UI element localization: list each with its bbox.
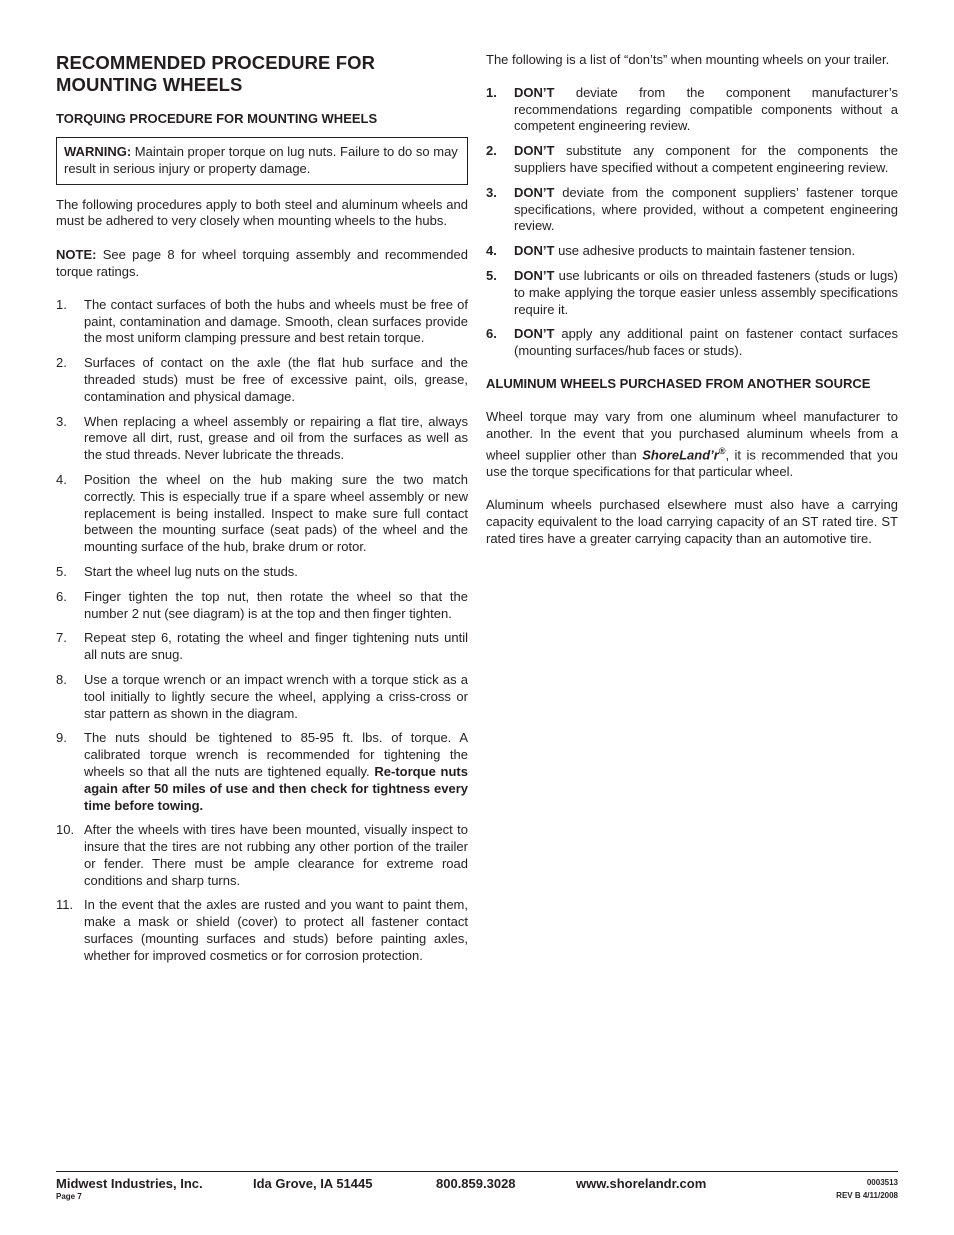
dont-number: 2. [486,143,497,159]
warning-box [56,137,468,185]
dont-label: DON’T [514,326,555,342]
step-number: 2. [56,355,67,371]
warning-text: Maintain proper torque on lug nuts. Failure to do so may result in serious injury or property damage. [64,144,458,176]
dont-number: 3. [486,184,497,200]
step-bold-text: Re-torque nuts again after 50 miles of use and then check for tightness every time before towing. [84,763,468,813]
procedure-steps [56,297,468,965]
dont-label: DON’T [514,267,555,283]
note-paragraph [56,247,468,281]
procedure-step [56,414,468,464]
procedure-step [56,672,468,722]
footer-city: Ida Grove, IA 51445 [253,1176,373,1191]
footer-phone: 800.859.3028 [436,1176,516,1191]
footer-page-number: Page 7 [56,1192,82,1201]
step-text: Finger tighten the top nut, then rotate the wheel so that the number 2 nut (see diagram) is at the top and then finger tighten. [84,588,468,621]
dont-item [486,243,898,260]
step-text: When replacing a wheel assembly or repairing a flat tire, always remove all dirt, rust, grease and oil from the surfaces as well as the stud threads. Never lubricate the threads. [84,413,468,463]
footer-divider [56,1171,898,1172]
dont-label: DON’T [514,143,555,159]
step-number: 8. [56,671,67,687]
dont-text: apply any additional paint on fastener contact surfaces (mounting surfaces/hub faces or studs). [514,326,898,359]
step-number: 6. [56,588,67,604]
step-number: 11. [56,897,74,913]
footer-website: www.shorelandr.com [576,1176,707,1191]
step-text: The nuts should be tightened to 85-95 ft. lbs. of torque. A calibrated torque wrench is recommended for tightening the wheels so that all the nuts are tightened equally. [84,730,468,779]
procedure-step [56,630,468,664]
procedure-step [56,472,468,556]
dont-text: substitute any component for the components the suppliers have specified without a competent engineering review. [514,143,898,175]
donts-intro: The following is a list of “don’ts” when mounting wheels on your trailer. [486,52,890,67]
step-text: In the event that the axles are rusted and you want to paint them, make a mask or shield (cover) to protect all fastener contact surfaces (mounting surfaces and studs) before painting axles, whether for improved cosmetics or for corrosion protection. [84,897,468,963]
procedure-step [56,564,468,581]
note-label: NOTE: [56,247,97,263]
step-number: 7. [56,630,67,646]
step-number: 1. [56,296,67,312]
footer-company: Midwest Industries, Inc. [56,1176,203,1191]
step-number: 9. [56,730,67,746]
procedure-step [56,897,468,964]
right-column [486,52,898,548]
donts-list [486,85,898,360]
step-number: 3. [56,413,67,429]
dont-label: DON’T [514,243,555,259]
torquing-subtitle: TORQUING PROCEDURE FOR MOUNTING WHEELS [56,111,378,126]
dont-item [486,185,898,235]
step-text: After the wheels with tires have been mounted, visually inspect to insure that the tires are not rubbing any other portion of the trailer or fender. There must be ample clearance for extreme road conditions and sharp turns. [84,822,468,888]
aluminum-paragraph-1 [486,409,898,481]
left-column [56,52,468,965]
footer-revision: REV B 4/11/2008 [836,1191,898,1200]
dont-number: 6. [486,326,497,342]
step-text: Position the wheel on the hub making sure the two match correctly. This is especially true if a spare wheel assembly or new replacement is being installed. Inspect to make sure full contact between the mounting surface (seat pads) of the wheel and the mounting surface of the hub, brake drum or rotor. [84,471,468,555]
step-number: 5. [56,563,67,579]
aluminum-paragraph-2: Aluminum wheels purchased elsewhere must also have a carrying capacity equivalent to the load carrying capacity of an ST rated tire. ST rated tires have a greater carrying capacity than an automotive tire. [486,497,898,547]
brand-name: ShoreLand’r [642,446,719,462]
note-text: See page 8 for wheel torquing assembly and recommended torque ratings. [56,247,468,279]
dont-item [486,326,898,360]
dont-number: 1. [486,84,497,100]
aluminum-subtitle: ALUMINUM WHEELS PURCHASED FROM ANOTHER SOURCE [486,375,871,391]
step-text: Surfaces of contact on the axle (the flat hub surface and the threaded studs) must be free of excessive paint, oils, grease, contamination and physical damage. [84,355,468,404]
warning-label: WARNING: [64,144,132,159]
step-text: Repeat step 6, rotating the wheel and finger tightening nuts until all nuts are snug. [84,630,468,663]
dont-text: deviate from the component suppliers’ fastener torque specifications, where provided, without a competent engineering review. [514,184,898,234]
procedure-step [56,589,468,623]
step-number: 4. [56,471,67,487]
dont-number: 5. [486,267,497,283]
dont-item [486,268,898,318]
dont-number: 4. [486,243,497,259]
step-number: 10. [56,822,75,838]
dont-text: use lubricants or oils on threaded fasteners (studs or lugs) to make applying the torque easier unless assembly specifications require it. [514,267,898,317]
page-title [56,52,468,96]
dont-text: deviate from the component manufacturer’s recommendations regarding compatible components without a competent engineering review. [514,84,898,134]
procedure-step [56,297,468,347]
footer-doc-number: 0003513 [866,1178,898,1187]
intro-paragraph: The following procedures apply to both steel and aluminum wheels and must be adhered to very closely when mounting wheels to the hubs. [56,196,468,229]
dont-label: DON’T [514,84,555,100]
aluminum-paragraph-1-a: Wheel torque may vary from one aluminum wheel manufacturer to another. In the event that you purchased aluminum wheels from a wheel supplier other than [486,408,898,462]
procedure-step [56,730,468,814]
page-title-line-1: RECOMMENDED PROCEDURE FOR [56,52,376,73]
procedure-step [56,822,468,889]
step-text: Use a torque wrench or an impact wrench with a torque stick as a tool initially to lightly secure the wheel, applying a criss-cross or star pattern as shown in the diagram. [84,671,468,721]
page-title-line-2: MOUNTING WHEELS [56,74,243,95]
registered-mark: ® [718,445,726,456]
dont-label: DON’T [514,184,555,200]
aluminum-paragraph-1-b: , it is recommended that you use the torque specifications for that particular wheel. [486,446,898,479]
dont-item [486,85,898,135]
step-text: The contact surfaces of both the hubs and wheels must be free of paint, contamination and damage. Smooth, clean surfaces provide the most uniform clamping pressure and best retain torque. [84,296,468,346]
procedure-step [56,355,468,405]
step-text: Start the wheel lug nuts on the studs. [84,563,298,579]
dont-text: use adhesive products to maintain fastener tension. [554,243,856,259]
dont-item [486,143,898,177]
